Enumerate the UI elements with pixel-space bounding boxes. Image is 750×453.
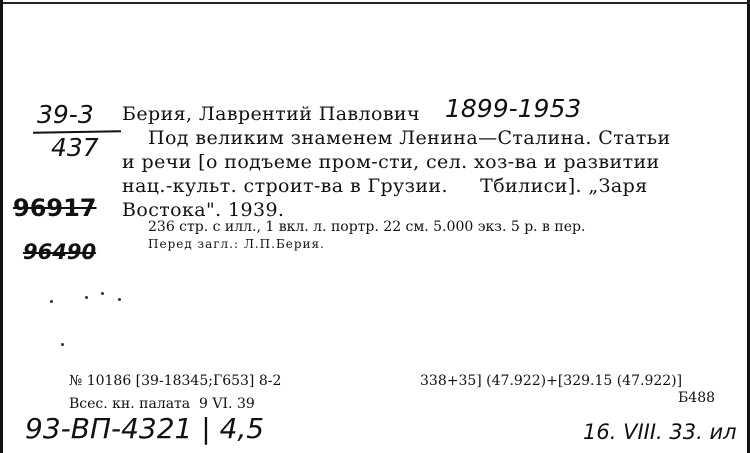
shelf-mark-bottom: 437 xyxy=(51,133,99,162)
top-edge xyxy=(3,2,750,4)
handwritten-code: 93-ВП-4321 | 4,5 xyxy=(25,412,265,445)
title-line-3: нац.-культ. строит-ва в Грузии. Тбилиси]. „Заря xyxy=(122,175,648,197)
inventory-number-1: 96917 xyxy=(13,194,97,222)
speck xyxy=(85,296,88,299)
speck xyxy=(61,343,64,346)
speck xyxy=(118,298,121,301)
title-line-4: Востока". 1939. xyxy=(122,199,285,221)
title-line-1: Под великим знаменем Ленина—Сталина. Статьи xyxy=(148,127,671,149)
inventory-number-2: 96490 xyxy=(23,240,97,264)
title-note: Перед загл.: Л.П.Берия. xyxy=(148,237,325,251)
title-line-2: и речи [о подъеме пром-сти, сел. хоз-ва и развитии xyxy=(122,151,660,173)
handwritten-date: 16. VIII. 33. ил xyxy=(583,420,737,444)
shelf-mark-top: 39-3 xyxy=(37,100,94,129)
classification: 338+35] (47.922)+[329.15 (47.922)] xyxy=(420,373,683,389)
speck xyxy=(50,300,53,303)
collation: 236 стр. с илл., 1 вкл. л. портр. 22 см. 5.000 экз. 5 р. в пер. xyxy=(148,219,586,235)
author-name: Берия, Лаврентий Павлович xyxy=(122,103,420,125)
code: Б488 xyxy=(678,390,716,406)
chamber-stamp: Всес. кн. палата 9 VI. 39 xyxy=(69,396,255,412)
speck xyxy=(101,292,104,295)
record-number: № 10186 [39-18345;Г653] 8-2 xyxy=(69,373,282,389)
author-dates: 1899-1953 xyxy=(445,94,582,123)
